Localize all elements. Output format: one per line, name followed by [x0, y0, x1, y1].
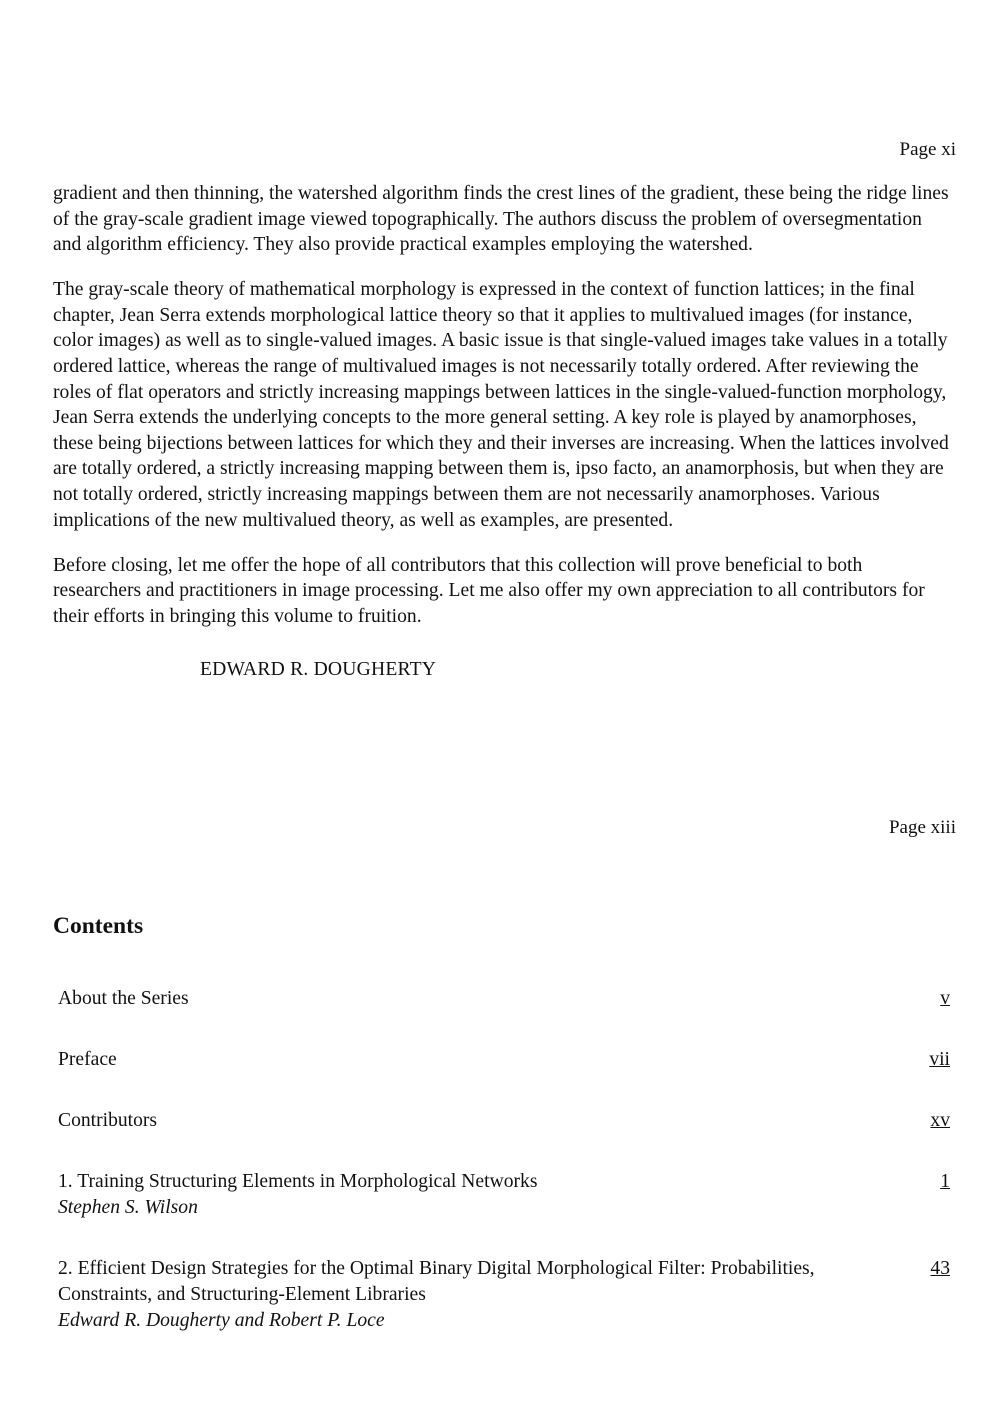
paragraph: The gray-scale theory of mathematical morphology is expressed in the context of function lattices; in the final chapter, Jean Serra extends morphological lattice theory so that it applies to multivalued images (for instance, color images) as well as to single-valued images. A basic issue is that single-valued images take values in a totally ordered lattice, whereas the range of multivalued images is not necessarily totally ordered. After reviewing the roles of flat operators and strictly increasing mappings between lattices in the single-valued-function morphology, Jean Serra extends the underlying concepts to the more general setting. A key role is played by anamorphoses, these being bijections between lattices for which they and their inverses are increasing. When the lattices involved are totally ordered, a strictly increasing mapping between them is, ipso facto, an anamorphosis, but when they are not totally ordered, strictly increasing mappings between them are not necessarily anamorphoses. Various implications of the new multivalued theory, as well as examples, are presented. — [53, 279, 949, 531]
paragraph: Before closing, let me offer the hope of all contributors that this collection will prove beneficial to both researchers and practitioners in image processing. Let me also offer my own appreciation to all contributors for their efforts in bringing this volume to fruition. — [53, 554, 925, 627]
toc-entry-title: About the Series — [58, 988, 189, 1009]
toc-page-link[interactable]: 43 — [930, 1258, 950, 1279]
toc-entry-chapter-1 — [58, 1169, 950, 1221]
toc-entry-chapter-2 — [58, 1256, 950, 1334]
toc-page-link[interactable]: vii — [929, 1049, 950, 1070]
toc-entry-title: 1. Training Structuring Elements in Morphological Networks — [58, 1171, 538, 1192]
signature: EDWARD R. DOUGHERTY — [200, 658, 437, 680]
contents-heading: Contents — [53, 913, 144, 939]
preface-body — [53, 181, 953, 682]
toc-entry-title: 2. Efficient Design Strategies for the Optimal Binary Digital Morphological Filter: Probabilities, Constraints, and Structuring-Element Libraries — [58, 1258, 815, 1305]
toc-page-link[interactable]: xv — [930, 1110, 950, 1131]
toc-entry-title: Preface — [58, 1049, 117, 1070]
toc-entry-preface — [58, 1047, 950, 1073]
toc-entry-about-series — [58, 986, 950, 1012]
table-of-contents — [58, 986, 950, 1369]
page-label: Page xiii — [888, 817, 956, 838]
toc-entry-author: Stephen S. Wilson — [58, 1197, 198, 1218]
toc-entry-contributors — [58, 1108, 950, 1134]
toc-page-link[interactable]: v — [940, 988, 950, 1009]
page-label: Page xi — [899, 139, 956, 160]
paragraph: gradient and then thinning, the watershed algorithm finds the crest lines of the gradient, these being the ridge lines of the gray-scale gradient image viewed topographically. The authors discuss the problem of oversegmentation and algorithm efficiency. They also provide practical examples employing the watershed. — [53, 183, 949, 256]
toc-page-link[interactable]: 1 — [940, 1171, 950, 1192]
toc-entry-title: Contributors — [58, 1110, 158, 1131]
toc-entry-author: Edward R. Dougherty and Robert P. Loce — [58, 1310, 385, 1331]
